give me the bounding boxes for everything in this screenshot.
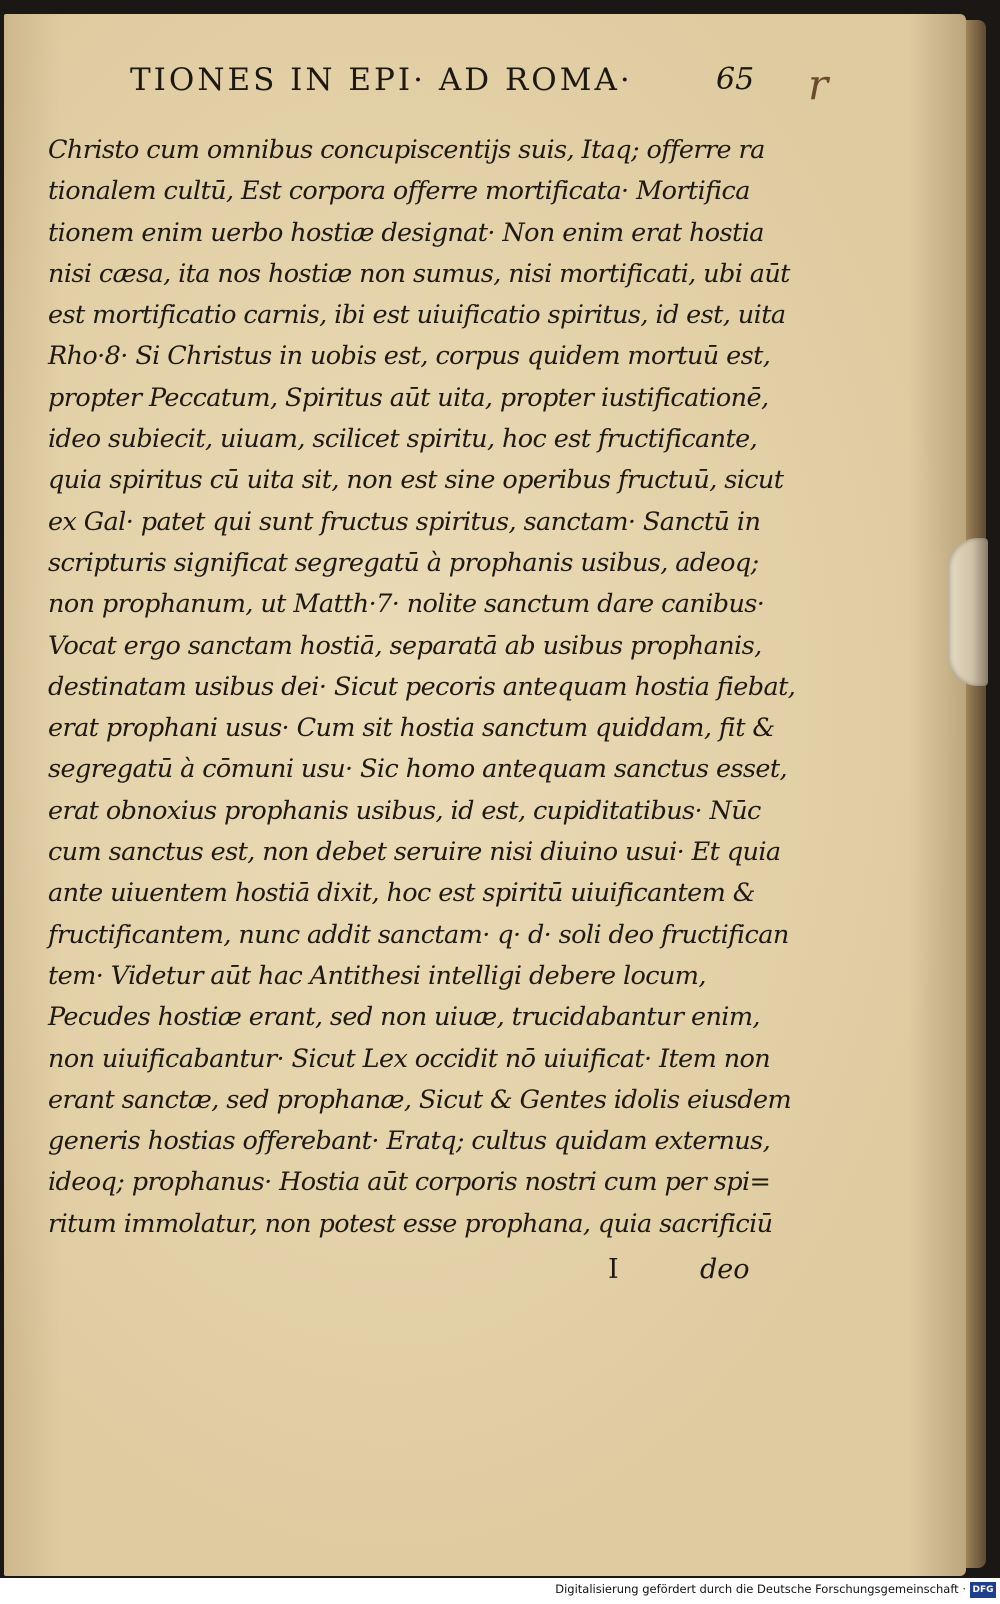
dfg-logo-icon: DFG	[970, 1582, 996, 1598]
text-line: ideoq; prophanus· Hostia aūt corporis nostri cum per spi=	[48, 1167, 771, 1198]
text-line: quia spiritus cū uita sit, non est sine operibus fructuū, sicut	[48, 465, 784, 496]
funding-credit: Digitalisierung gefördert durch die Deutsche Forschungsgemeinschaft ·	[555, 1582, 966, 1596]
text-line: ideo subiecit, uiuam, scilicet spiritu, hoc est fructificante,	[48, 424, 758, 455]
text-line: tem· Videtur aūt hac Antithesi intelligi debere locum,	[48, 960, 706, 991]
text-line: propter Peccatum, Spiritus aūt uita, propter iustificationē,	[48, 382, 769, 413]
text-line: est mortificatio carnis, ibi est uiuificatio spiritus, id est, uita	[48, 300, 786, 331]
text-line: segregatū à cōmuni usu· Sic homo antequam sanctus esset,	[48, 754, 788, 785]
running-head: TIONES IN EPI· AD ROMA·	[130, 62, 633, 98]
book-clasp	[948, 538, 988, 686]
text-line: Rho·8· Si Christus in uobis est, corpus quidem mortuū est,	[48, 341, 771, 372]
text-line: non uiuificabantur· Sicut Lex occidit nō uiuificat· Item non	[48, 1043, 771, 1074]
text-line: fructificantem, nunc addit sanctam· q· d· soli deo fructifican	[48, 919, 789, 950]
text-line: ex Gal· patet qui sunt fructus spiritus, sanctam· Sanctū in	[48, 506, 761, 537]
text-line: Pecudes hostiæ erant, sed non uiuæ, trucidabantur enim,	[48, 1002, 760, 1033]
text-line: destinatam usibus dei· Sicut pecoris antequam hostia fiebat,	[48, 671, 796, 702]
text-line: scripturis significat segregatū à prophanis usibus, adeoq;	[48, 547, 759, 578]
catchword: deo	[700, 1254, 750, 1285]
text-line: erat prophani usus· Cum sit hostia sanctum quiddam, fit &	[48, 713, 775, 744]
text-line: ritum immolatur, non potest esse prophana, quia sacrificiū	[48, 1208, 773, 1239]
text-line: nisi cæsa, ita nos hostiæ non sumus, nisi mortificati, ubi aūt	[48, 258, 790, 289]
text-line: ante uiuentem hostiā dixit, hoc est spiritū uiuificantem &	[48, 878, 755, 909]
body-text	[48, 130, 796, 1245]
text-line: non prophanum, ut Matth·7· nolite sanctum dare canibus·	[48, 589, 765, 620]
text-line: tionalem cultū, Est corpora offerre mortificata· Mortifica	[48, 176, 750, 207]
page-number: 65	[716, 62, 755, 97]
footer-bar	[0, 1578, 1000, 1604]
text-line: cum sanctus est, non debet seruire nisi diuino usui· Et quia	[48, 837, 781, 868]
text-line: Vocat ergo sanctam hostiā, separatā ab usibus prophanis,	[48, 630, 762, 661]
handwritten-mark: r	[808, 60, 829, 109]
text-line: erant sanctæ, sed prophanæ, Sicut & Gentes idolis eiusdem	[48, 1084, 792, 1115]
text-line: tionem enim uerbo hostiæ designat· Non enim erat hostia	[48, 217, 764, 248]
signature-mark: I	[608, 1254, 619, 1285]
text-line: Christo cum omnibus concupiscentijs suis, Itaq; offerre ra	[48, 135, 765, 165]
text-line: generis hostias offerebant· Eratq; cultus quidam externus,	[48, 1126, 771, 1157]
text-line: erat obnoxius prophanis usibus, id est, cupiditatibus· Nūc	[48, 795, 761, 826]
